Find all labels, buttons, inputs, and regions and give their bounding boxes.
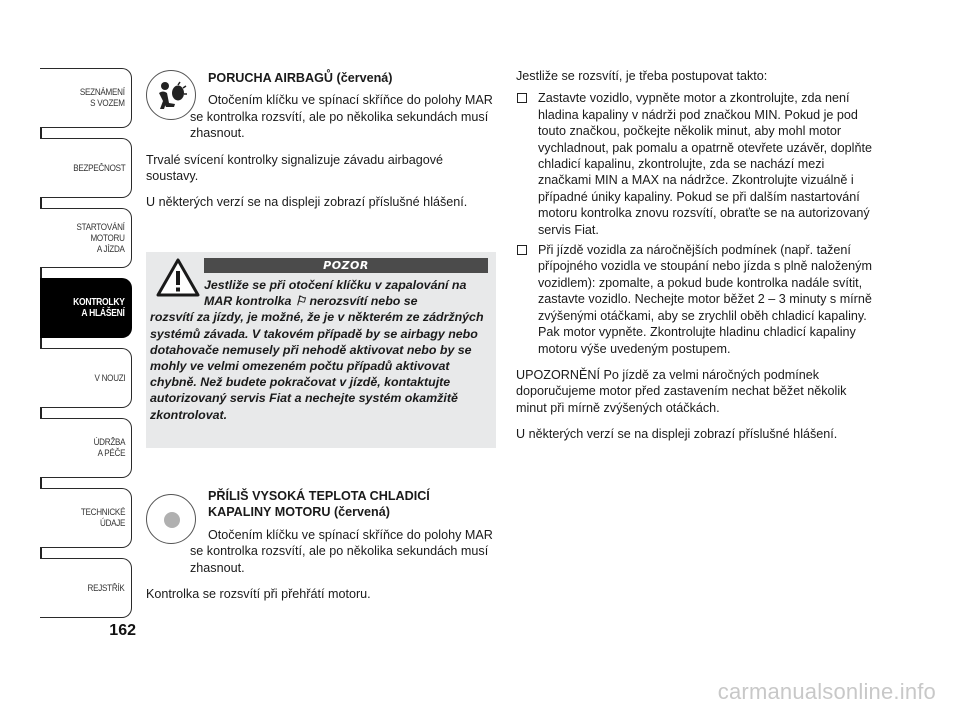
tab-seznameni[interactable]	[40, 68, 132, 128]
tab-kontrolky[interactable]	[40, 278, 132, 338]
tab-rejstrik[interactable]	[40, 558, 132, 618]
airbag-para3: U některých verzí se na displeji zobrazí příslušné hlášení.	[146, 195, 468, 210]
tab-bezpecnost[interactable]	[40, 138, 132, 198]
right-display: U některých verzí se na displeji zobrazí příslušné hlášení.	[516, 427, 838, 442]
tab-label: BEZPEČNOST	[72, 162, 125, 174]
bullet-item: Při jízdě vozidla za náročnějších podmínek (např. tažení přípojného vozidla ve stoupání nebo jízda s plně naloženým vozidlem): zpomalte, a pokud bude kontrolka nadále svítit, zastavte vozidlo. Nechejte motor běžet 2 – 3 minuty s mírně zvýšenými otáčkami, aby se zrychlil oběh chladicí kapaliny. Pak motor vypněte. Zkontrolujte hladinu chladicí kapaliny motoru výše uvedeným postupem.	[516, 242, 876, 357]
airbag-heading: PORUCHA AIRBAGŮ (červená)	[208, 71, 393, 85]
coolant-para1: Otočením klíčku ve spínací skříňce do polohy MAR se kontrolka rozsvítí, ale po několika sekundách musí zhasnout.	[190, 527, 493, 575]
tab-label: KONTROLKY A HLÁŠENÍ	[73, 297, 125, 319]
page-number: 162	[109, 622, 136, 639]
coolant-section	[146, 488, 496, 612]
tab-label: STARTOVÁNÍ MOTORU A JÍZDA	[76, 221, 125, 255]
pozor-body: rozsvítí za jízdy, je možné, že je v některém ze zádržných systémů závada. V takovém případě by se airbagy nebo dotahovače nemusely při nehodě aktivovat nebo by se mohly ve velmi omezeném počtu případů aktivovat chybně. Než budete pokračovat v jízdě, kontaktujte autorizovaný servis Fiat a nechejte systém okamžitě zkontrolovat.	[150, 310, 484, 422]
airbag-para2: Trvalé svícení kontrolky signalizuje závadu airbagové soustavy.	[146, 152, 444, 184]
coolant-para2: Kontrolka se rozsvítí při přehřátí motoru.	[146, 587, 371, 602]
tab-label: V NOUZI	[94, 372, 125, 384]
right-column	[516, 68, 876, 453]
tab-label: SEZNÁMENÍ S VOZEM	[80, 87, 125, 109]
watermark: carmanualsonline.info	[717, 679, 936, 704]
pozor-text	[150, 277, 492, 423]
pozor-lead-text: Jestliže se při otočení klíčku v zapalování na MAR kontrolka	[204, 278, 467, 309]
pozor-box	[146, 252, 496, 448]
right-upozorneni: UPOZORNĚNÍ Po jízdě za velmi náročných podmínek doporučujeme motor před zastavením nechat běžet několik minut při mírně zvýšených otáčkách.	[516, 367, 847, 415]
pozor-lead-text-2: nerozsvítí nebo se	[309, 294, 418, 309]
tab-udrzba[interactable]	[40, 418, 132, 478]
airbag-section	[146, 68, 496, 221]
airbag-para1: Otočením klíčku ve spínací skříňce do polohy MAR se kontrolka rozsvítí, ale po několika sekundách musí zhasnout.	[190, 93, 493, 141]
airbag-inline-icon: ⚐	[294, 294, 306, 309]
tab-label: ÚDRŽBA A PÉČE	[93, 437, 125, 459]
bullet-item: Zastavte vozidlo, vypněte motor a zkontrolujte, zda není hladina kapaliny v nádrži pod značkou MIN. Pokud je pod touto značkou, počkejte několik minut, aby mohl motor vychladnout, pak pomalu a opatrně otevřete uzávěr, doplňte chladicí kapalinu, zkontrolujte, zda se nachází mezi značkami MIN a MAX na nádržce. Zkontrolujte vizuálně i případné úniky kapaliny. Pokud se při dalším nastartování motoru kontrolka znovu rozsvítí, obraťte se na autorizovaný servis Fiat.	[516, 90, 876, 238]
right-bullets	[516, 90, 876, 357]
coolant-heading: PŘÍLIŠ VYSOKÁ TEPLOTA CHLADICÍ KAPALINY MOTORU (červená)	[208, 489, 430, 520]
tab-technicke[interactable]	[40, 488, 132, 548]
right-intro: Jestliže se rozsvítí, je třeba postupovat takto:	[516, 69, 768, 83]
tab-label: TECHNICKÉ ÚDAJE	[80, 507, 125, 529]
pozor-lead	[150, 277, 492, 309]
tab-v-nouzi[interactable]	[40, 348, 132, 408]
pozor-title: POZOR	[204, 258, 488, 273]
tab-startovani[interactable]	[40, 208, 132, 268]
tab-label: REJSTŘÍK	[87, 582, 125, 594]
